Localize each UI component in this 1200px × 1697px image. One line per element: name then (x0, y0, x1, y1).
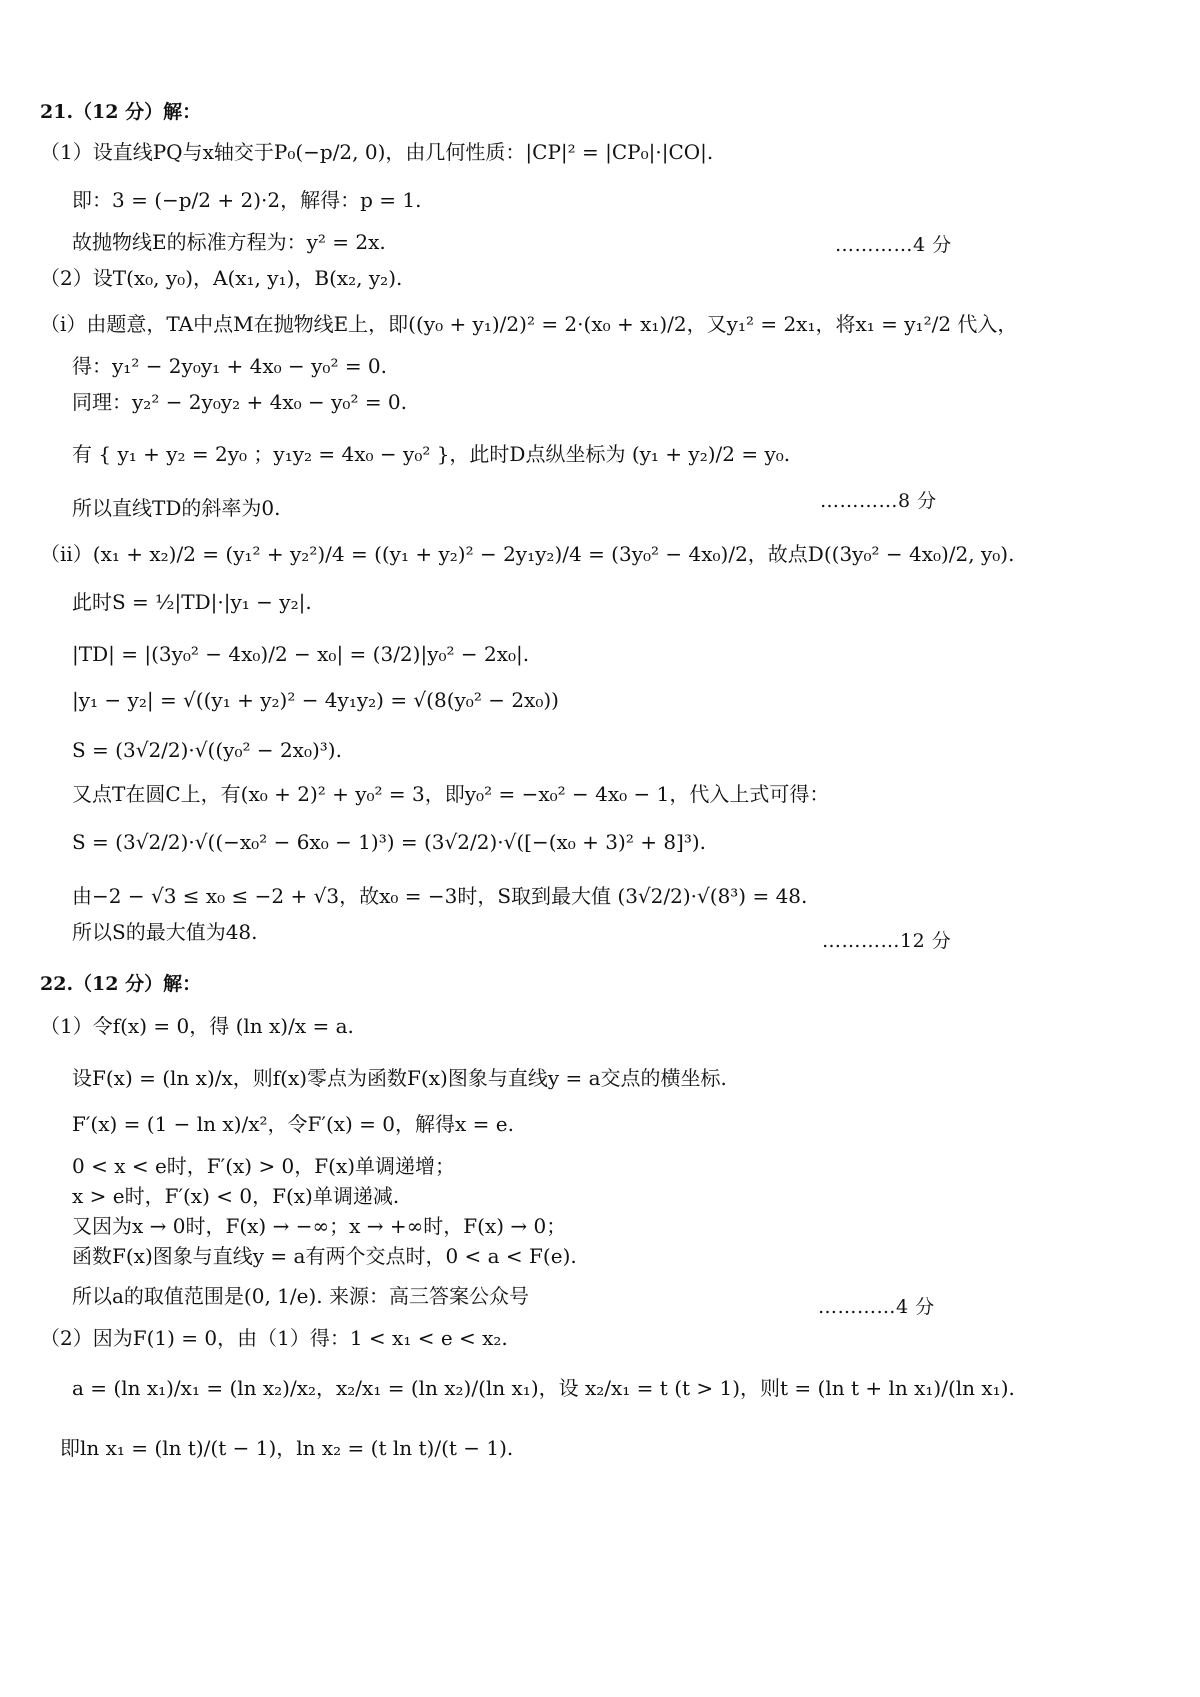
q22-line-6: 又因为x → 0时，F(x) → −∞；x → +∞时，F(x) → 0； (72, 1214, 567, 1238)
q21-line-8: 有 { y₁ + y₂ = 2y₀ ；y₁y₂ = 4x₀ − y₀² }，此时D点纵坐标为 (y₁ + y₂)/2 = y₀. (72, 442, 791, 466)
q21-line-6: 得：y₁² − 2y₀y₁ + 4x₀ − y₀² = 0. (72, 354, 388, 378)
q21-line-1: （1）设直线PQ与x轴交于P₀(−p/2, 0)，由几何性质：|CP|² = |CP₀|·|CO|. (40, 140, 714, 164)
q21-line-18: 所以S的最大值为48. (72, 920, 258, 944)
q22-line-5: x > e时，F′(x) < 0，F(x)单调递减. (72, 1184, 400, 1208)
q21-score-4: …………4 分 (835, 234, 952, 256)
q21-line-7: 同理：y₂² − 2y₀y₂ + 4x₀ − y₀² = 0. (72, 390, 408, 414)
q21-line-3: 故抛物线E的标准方程为：y² = 2x. (72, 230, 386, 254)
q21-line-5: （i）由题意，TA中点M在抛物线E上，即((y₀ + y₁)/2)² = 2·(x₀ + x₁)/2，又y₁² = 2x₁，将x₁ = y₁²/2 代入， (40, 312, 1018, 336)
q21-line-2: 即：3 = (−p/2 + 2)·2，解得：p = 1. (72, 188, 422, 212)
q22-line-7: 函数F(x)图象与直线y = a有两个交点时，0 < a < F(e). (72, 1244, 577, 1268)
q22-line-11: 即ln x₁ = (ln t)/(t − 1)，ln x₂ = (t ln t)/(t − 1). (60, 1436, 514, 1460)
q21-line-11: 此时S = ½|TD|·|y₁ − y₂|. (72, 590, 312, 614)
q21-line-4: （2）设T(x₀, y₀)，A(x₁, y₁)，B(x₂, y₂). (40, 266, 403, 290)
q22-line-2: 设F(x) = (ln x)/x，则f(x)零点为函数F(x)图象与直线y = a交点的横坐标. (72, 1066, 727, 1090)
q21-line-14: S = (3√2/2)·√((y₀² − 2x₀)³). (72, 738, 342, 762)
q21-line-13: |y₁ − y₂| = √((y₁ + y₂)² − 4y₁y₂) = √(8(y₀² − 2x₀)) (72, 688, 559, 712)
q22-line-10: a = (ln x₁)/x₁ = (ln x₂)/x₂，x₂/x₁ = (ln x₂)/(ln x₁)，设 x₂/x₁ = t (t > 1)，则t = (ln t + ln x₁)/(ln x₁). (72, 1376, 1015, 1400)
q22-header: 22.（12 分）解： (40, 973, 202, 995)
q22-line-1: （1）令f(x) = 0，得 (ln x)/x = a. (40, 1014, 354, 1038)
q22-line-4: 0 < x < e时，F′(x) > 0，F(x)单调递增； (72, 1154, 456, 1178)
q21-line-15: 又点T在圆C上，有(x₀ + 2)² + y₀² = 3，即y₀² = −x₀² − 4x₀ − 1，代入上式可得： (72, 782, 830, 806)
q21-score-8: …………8 分 (820, 490, 937, 512)
q22-score-4: …………4 分 (818, 1296, 935, 1318)
q21-score-12: …………12 分 (822, 930, 952, 952)
q21-line-9: 所以直线TD的斜率为0. (72, 496, 281, 520)
q21-line-10: （ii）(x₁ + x₂)/2 = (y₁² + y₂²)/4 = ((y₁ + y₂)² − 2y₁y₂)/4 = (3y₀² − 4x₀)/2，故点D((3y₀² − 4x₀)/2, y₀). (40, 542, 1015, 566)
q22-line-8: 所以a的取值范围是(0, 1/e). 来源：高三答案公众号 (72, 1284, 529, 1308)
q22-line-3: F′(x) = (1 − ln x)/x²，令F′(x) = 0，解得x = e. (72, 1112, 514, 1136)
q21-line-12: |TD| = |(3y₀² − 4x₀)/2 − x₀| = (3/2)|y₀² − 2x₀|. (72, 642, 530, 666)
q21-header: 21.（12 分）解： (40, 101, 202, 123)
q22-line-9: （2）因为F(1) = 0，由（1）得：1 < x₁ < e < x₂. (40, 1326, 508, 1350)
q21-line-17: 由−2 − √3 ≤ x₀ ≤ −2 + √3，故x₀ = −3时，S取到最大值 (3√2/2)·√(8³) = 48. (72, 884, 808, 908)
q21-line-16: S = (3√2/2)·√((−x₀² − 6x₀ − 1)³) = (3√2/2)·√([−(x₀ + 3)² + 8]³). (72, 830, 707, 854)
